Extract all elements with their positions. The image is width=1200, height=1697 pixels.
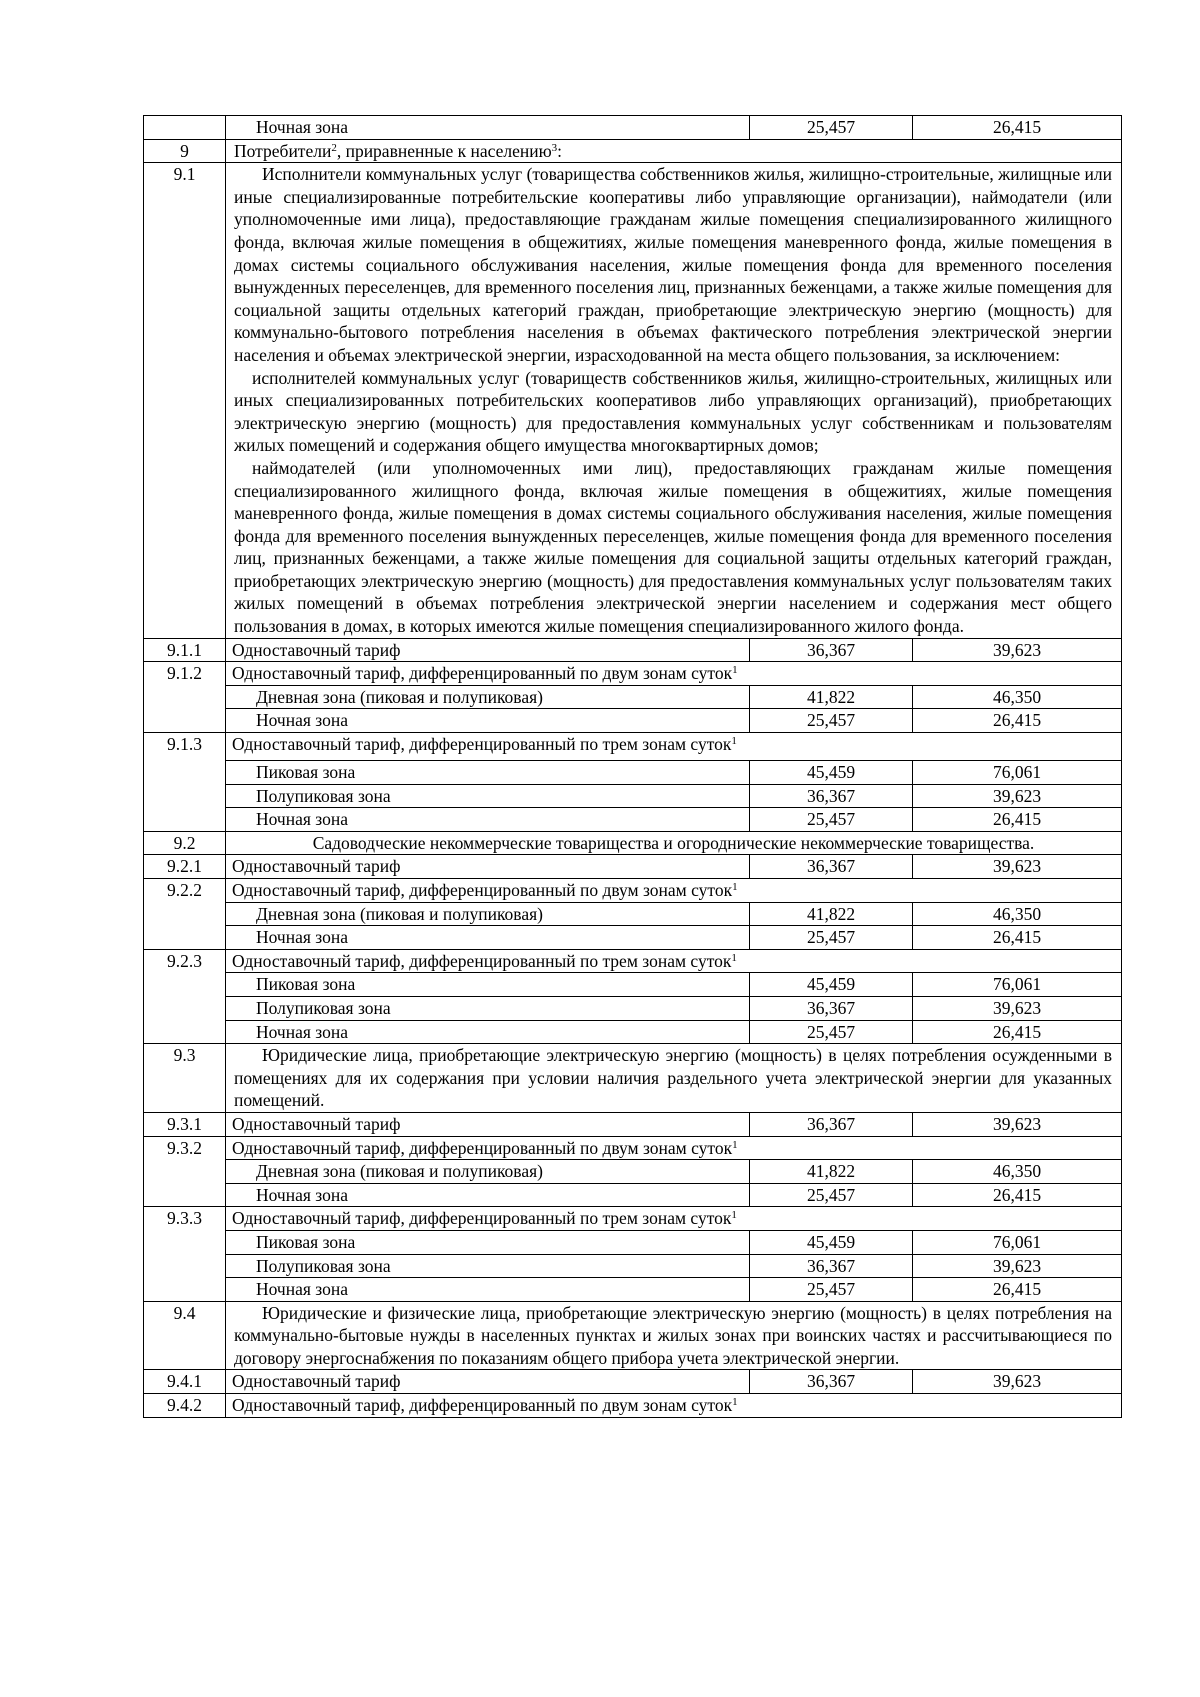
row-label: Пиковая зона xyxy=(226,761,750,785)
paragraph: Юридические и физические лица, приобретающие электрическую энергию (мощность) в целях потребления на коммунально-бытовые нужды в населенных пунктах и жилых зонах при воинских частях и рассчитывающиеся по договору энергоснабжения по показаниям общего прибора учета электрической энергии. xyxy=(234,1302,1112,1368)
value-col-1: 36,367 xyxy=(750,855,913,879)
row-number: 9.1.3 xyxy=(144,733,226,832)
table-row xyxy=(144,685,1122,709)
row-number: 9.3 xyxy=(144,1044,226,1113)
row-label: Одноставочный тариф xyxy=(226,855,750,879)
table-row xyxy=(144,926,1122,950)
row-label: Дневная зона (пиковая и полупиковая) xyxy=(226,685,750,709)
row-label: Полупиковая зона xyxy=(226,784,750,808)
value-col-2: 26,415 xyxy=(913,116,1122,140)
value-col-2: 26,415 xyxy=(913,1183,1122,1207)
row-number: 9.3.3 xyxy=(144,1207,226,1301)
row-label: Ночная зона xyxy=(226,1020,750,1044)
row-label: Одноставочный тариф xyxy=(226,1112,750,1136)
tariff-table xyxy=(143,115,1122,1418)
value-col-1: 41,822 xyxy=(750,1160,913,1184)
value-col-1: 36,367 xyxy=(750,996,913,1020)
row-label: Ночная зона xyxy=(226,808,750,832)
value-col-2: 39,623 xyxy=(913,784,1122,808)
table-row xyxy=(144,662,1122,686)
value-col-2: 26,415 xyxy=(913,1020,1122,1044)
row-label: Ночная зона xyxy=(226,709,750,733)
value-col-2: 39,623 xyxy=(913,638,1122,662)
table-row xyxy=(144,1183,1122,1207)
table-row xyxy=(144,709,1122,733)
paragraph: наймодателей (или уполномоченных ими лиц), предоставляющих гражданам жилые помещения специализированного жилищного фонда, включая жилые помещения в общежитиях, жилые помещения маневренного фонда, жилые помещения в домах системы социального обслуживания населения, жилые помещения фонда для временного поселения вынужденных переселенцев, жилые помещения фонда для временного поселения лиц, признанных беженцами, а также жилые помещения для социальной защиты отдельных категорий граждан, приобретающих электрическую энергию (мощность) для предоставления коммунальных услуг пользователям таких жилых помещений в объемах потребления электрической энергии населением и содержания мест общего пользования в домах, в которых имеются жилые помещения специализированного жилого фонда. xyxy=(234,457,1112,637)
row-number: 9.4.1 xyxy=(144,1370,226,1394)
row-label: Одноставочный тариф xyxy=(226,638,750,662)
value-col-2: 26,415 xyxy=(913,1278,1122,1302)
table-row xyxy=(144,1207,1122,1231)
table-row xyxy=(144,638,1122,662)
table-row xyxy=(144,996,1122,1020)
row-label: Одноставочный тариф xyxy=(226,1370,750,1394)
value-col-2: 39,623 xyxy=(913,1254,1122,1278)
value-col-1: 25,457 xyxy=(750,926,913,950)
row-label: Дневная зона (пиковая и полупиковая) xyxy=(226,902,750,926)
value-col-1: 36,367 xyxy=(750,1254,913,1278)
value-col-2: 76,061 xyxy=(913,761,1122,785)
table-row xyxy=(144,855,1122,879)
paragraph: Юридические лица, приобретающие электрическую энергию (мощность) в целях потребления осужденными в помещениях для их содержания при условии наличия раздельного учета электрической энергии для указанных помещений. xyxy=(234,1045,1112,1111)
value-col-2: 26,415 xyxy=(913,926,1122,950)
paragraph: исполнителей коммунальных услуг (товариществ собственников жилья, жилищно-строительных, жилищных или иных специализированных потребительских кооперативов либо управляющих организаций), приобретающих электрическую энергию (мощность) для предоставления коммунальных услуг собственникам и пользователям жилых помещений и содержания общего имущества многоквартирных домов; xyxy=(234,367,1112,456)
value-col-2: 76,061 xyxy=(913,1230,1122,1254)
table-row xyxy=(144,1112,1122,1136)
row-label: Пиковая зона xyxy=(226,973,750,997)
value-col-1: 25,457 xyxy=(750,1020,913,1044)
value-col-2: 26,415 xyxy=(913,709,1122,733)
table-row xyxy=(144,163,1122,638)
section-heading: Потребители$^2$, приравненные к населению$^3$: xyxy=(226,139,1122,163)
table-row xyxy=(144,139,1122,163)
value-col-1: 45,459 xyxy=(750,973,913,997)
row-label: Одноставочный тариф, дифференцированный по трем зонам суток$^1$ xyxy=(226,949,1122,973)
table-row xyxy=(144,973,1122,997)
value-col-1: 25,457 xyxy=(750,1183,913,1207)
table-row xyxy=(144,1254,1122,1278)
row-label: Одноставочный тариф, дифференцированный по трем зонам суток$^1$ xyxy=(226,1207,1122,1231)
table-row xyxy=(144,761,1122,785)
section-description xyxy=(226,1044,1122,1113)
table-row xyxy=(144,1301,1122,1370)
row-label: Одноставочный тариф, дифференцированный по двум зонам суток$^1$ xyxy=(226,1136,1122,1160)
table-row xyxy=(144,1370,1122,1394)
value-col-2: 26,415 xyxy=(913,808,1122,832)
table-row xyxy=(144,831,1122,855)
value-col-1: 25,457 xyxy=(750,116,913,140)
row-number: 9.2.3 xyxy=(144,949,226,1043)
tariff-document xyxy=(143,115,1121,1418)
value-col-1: 36,367 xyxy=(750,784,913,808)
value-col-1: 36,367 xyxy=(750,1112,913,1136)
row-label: Полупиковая зона xyxy=(226,1254,750,1278)
table-row xyxy=(144,1394,1122,1418)
row-label: Одноставочный тариф, дифференцированный по двум зонам суток$^1$ xyxy=(226,879,1122,903)
value-col-1: 45,459 xyxy=(750,1230,913,1254)
row-label: Полупиковая зона xyxy=(226,996,750,1020)
value-col-2: 46,350 xyxy=(913,902,1122,926)
row-label: Ночная зона xyxy=(226,1278,750,1302)
row-number: 9.1.1 xyxy=(144,638,226,662)
value-col-1: 25,457 xyxy=(750,808,913,832)
value-col-1: 36,367 xyxy=(750,638,913,662)
section-heading: Садоводческие некоммерческие товарищества и огороднические некоммерческие товарищества. xyxy=(226,831,1122,855)
table-row xyxy=(144,949,1122,973)
table-row xyxy=(144,808,1122,832)
table-row xyxy=(144,1160,1122,1184)
value-col-1: 25,457 xyxy=(750,1278,913,1302)
value-col-2: 39,623 xyxy=(913,1370,1122,1394)
row-label: Ночная зона xyxy=(226,116,750,140)
row-number xyxy=(144,116,226,140)
value-col-2: 76,061 xyxy=(913,973,1122,997)
row-label: Ночная зона xyxy=(226,926,750,950)
row-number: 9.4.2 xyxy=(144,1394,226,1418)
row-label: Одноставочный тариф, дифференцированный по двум зонам суток$^1$ xyxy=(226,1394,1122,1418)
table-row xyxy=(144,784,1122,808)
row-label: Одноставочный тариф, дифференцированный по двум зонам суток$^1$ xyxy=(226,662,1122,686)
section-description xyxy=(226,163,1122,638)
table-row xyxy=(144,1230,1122,1254)
section-description xyxy=(226,1301,1122,1370)
value-col-1: 45,459 xyxy=(750,761,913,785)
paragraph: Исполнители коммунальных услуг (товарищества собственников жилья, жилищно-строительные, жилищные или иные специализированные потребительские кооперативы либо управляющие организации), наймодатели (или уполномоченные ими лица), предоставляющие гражданам жилые помещения специализированного жилищного фонда, включая жилые помещения в общежитиях, жилые помещения маневренного фонда, жилые помещения в домах системы социального обслуживания населения, жилые помещения фонда для временного поселения вынужденных переселенцев, для временного поселения лиц, признанных беженцами, а также жилые помещения для социальной защиты отдельных категорий граждан, приобретающие электрическую энергию (мощность) для коммунально-бытового потребления населения в объемах фактического потребления электрической энергии населения и объемах электрической энергии, израсходованной на места общего пользования, за исключением: xyxy=(234,164,1112,365)
table-row xyxy=(144,1136,1122,1160)
row-number: 9.3.1 xyxy=(144,1112,226,1136)
row-number: 9.3.2 xyxy=(144,1136,226,1207)
row-number: 9.2.1 xyxy=(144,855,226,879)
row-number: 9 xyxy=(144,139,226,163)
value-col-2: 46,350 xyxy=(913,685,1122,709)
value-col-2: 46,350 xyxy=(913,1160,1122,1184)
table-row xyxy=(144,879,1122,903)
row-number: 9.1 xyxy=(144,163,226,638)
row-number: 9.2 xyxy=(144,831,226,855)
table-row xyxy=(144,733,1122,761)
value-col-1: 36,367 xyxy=(750,1370,913,1394)
row-label: Ночная зона xyxy=(226,1183,750,1207)
value-col-2: 39,623 xyxy=(913,1112,1122,1136)
row-number: 9.1.2 xyxy=(144,662,226,733)
value-col-1: 41,822 xyxy=(750,902,913,926)
row-number: 9.4 xyxy=(144,1301,226,1370)
row-label: Одноставочный тариф, дифференцированный по трем зонам суток$^1$ xyxy=(226,733,1122,761)
value-col-1: 41,822 xyxy=(750,685,913,709)
table-row xyxy=(144,116,1122,140)
row-number: 9.2.2 xyxy=(144,879,226,950)
row-label: Пиковая зона xyxy=(226,1230,750,1254)
value-col-2: 39,623 xyxy=(913,996,1122,1020)
table-row xyxy=(144,1278,1122,1302)
table-row xyxy=(144,1020,1122,1044)
row-label: Дневная зона (пиковая и полупиковая) xyxy=(226,1160,750,1184)
table-row xyxy=(144,1044,1122,1113)
value-col-2: 39,623 xyxy=(913,855,1122,879)
table-row xyxy=(144,902,1122,926)
value-col-1: 25,457 xyxy=(750,709,913,733)
